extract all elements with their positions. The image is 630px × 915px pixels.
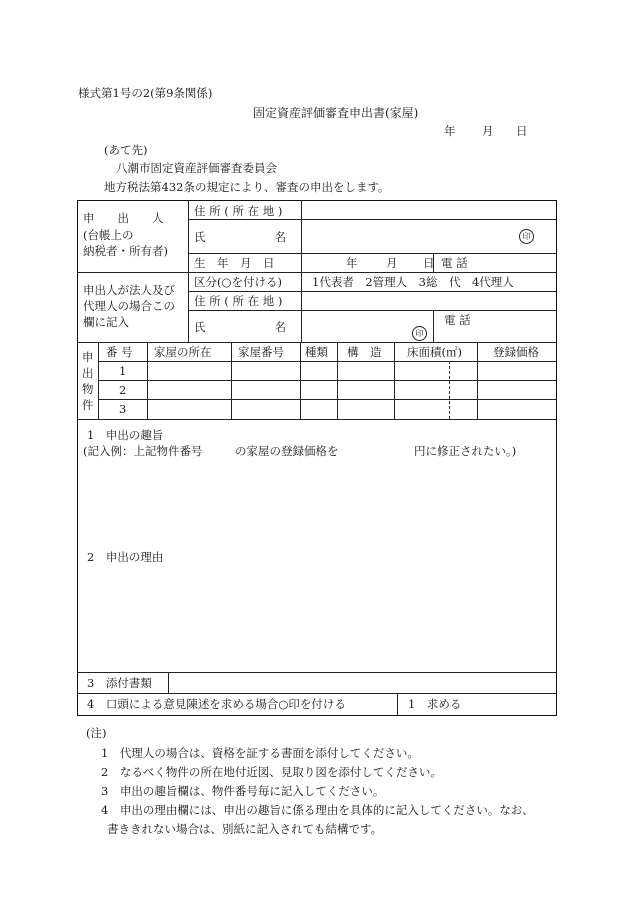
hearing-divider	[397, 693, 398, 715]
row-divider	[188, 219, 556, 220]
applicant-name-label: 氏 名	[194, 230, 286, 244]
row-divider	[77, 693, 557, 694]
property-side-label: 出	[82, 366, 94, 380]
agent-name-label: 氏 名	[194, 320, 286, 334]
phone-divider	[433, 310, 434, 342]
note-continuation: 書ききれない場合は、別紙に記入されても結構です。	[107, 822, 383, 836]
addressee: 八潮市固定資産評価審査委員会	[116, 161, 277, 175]
note-item: 3 申出の趣旨欄は、物件番号毎に記入してください。	[101, 784, 385, 798]
header-floor-area: 床面積(㎡)	[407, 345, 462, 359]
table-border-top	[77, 200, 557, 201]
table-border-bottom	[77, 342, 557, 343]
label-column-divider	[188, 200, 189, 342]
header-registered-value: 登録価格	[493, 345, 539, 359]
agent-phone-label: 電 話	[444, 313, 471, 327]
purpose-example-prefix: (記入例：上記物件番号	[83, 444, 203, 458]
row-divider	[98, 361, 556, 362]
property-side-label: 件	[82, 398, 94, 412]
agent-address-label: 住 所 ( 所 在 地 )	[194, 294, 283, 308]
intro-text: 地方税法第432条の規定により、審査の申出をします。	[104, 180, 390, 194]
attachments-divider	[168, 672, 169, 693]
header-number: 番 号	[106, 345, 133, 359]
row-number: 2	[119, 383, 127, 397]
table-border-bottom	[77, 715, 557, 716]
row-divider	[188, 291, 556, 292]
hearing-heading: 4 口頭による意見陳述を求める場合○印を付ける	[87, 697, 346, 711]
hearing-option: 1 求める	[408, 697, 462, 711]
area-decimal-divider	[449, 361, 450, 419]
seal-icon: 印	[519, 229, 534, 244]
purpose-heading: 1 申出の趣旨	[87, 428, 164, 442]
field-column-divider	[301, 200, 302, 342]
purpose-example-suffix: 円に修正されたい。)	[414, 444, 517, 458]
applicant-label: 申 出 人	[83, 211, 164, 225]
addressee-label: (あて先)	[104, 143, 148, 157]
note-item: 1 代理人の場合は、資格を証する書面を添付してください。	[101, 746, 419, 760]
purpose-example-mid: の家屋の登録価格を	[235, 444, 339, 458]
agent-label-sub: 欄に記入	[83, 315, 129, 329]
row-divider	[98, 399, 556, 400]
property-side-label: 物	[82, 382, 94, 396]
row-number: 3	[119, 402, 127, 416]
table-border-left	[77, 200, 78, 342]
property-side-label: 申	[82, 350, 94, 364]
row-number: 1	[119, 364, 127, 378]
agent-category-options: 1代表者 2管理人 3総 代 4代理人	[312, 275, 514, 289]
page-title: 固定資産評価審査申出書(家屋)	[253, 106, 419, 120]
header-type: 種類	[305, 345, 328, 359]
header-house-number: 家屋番号	[238, 345, 284, 359]
date-month: 月	[482, 124, 494, 138]
applicant-address-label: 住 所 ( 所 在 地 )	[194, 204, 283, 218]
header-structure: 構 造	[347, 345, 382, 359]
note-item: 4 申出の理由欄には、申出の趣旨に係る理由を具体的に記入してください。なお、	[101, 803, 534, 817]
birth-day: 日	[423, 256, 435, 270]
row-divider	[98, 380, 556, 381]
date-day: 日	[516, 124, 528, 138]
row-divider	[77, 672, 557, 673]
section-divider	[77, 272, 557, 273]
table-border-right	[556, 200, 557, 342]
applicant-label-sub: 納税者・所有者)	[83, 244, 168, 258]
form-number: 様式第1号の2(第9条関係)	[78, 86, 213, 100]
table-border-left	[77, 342, 78, 419]
agent-label-sub: 代理人の場合この	[83, 299, 175, 313]
table-border-right	[556, 342, 557, 419]
birth-year: 年	[346, 256, 358, 270]
row-divider	[188, 310, 556, 311]
applicant-birth-label: 生 年 月 日	[194, 256, 275, 270]
reason-heading: 2 申出の理由	[87, 550, 164, 564]
notes-label: (注)	[86, 726, 107, 740]
date-year: 年	[444, 124, 456, 138]
seal-icon: 印	[412, 326, 427, 341]
row-divider	[188, 253, 556, 254]
agent-label: 申出人が法人及び	[83, 283, 175, 297]
table-border-bottom	[77, 419, 557, 420]
header-location: 家屋の所在	[154, 345, 212, 359]
birth-month: 月	[386, 256, 398, 270]
applicant-label-sub: (台帳上の	[83, 228, 134, 242]
attachments-heading: 3 添付書類	[87, 676, 152, 690]
applicant-phone-label: 電 話	[441, 256, 468, 270]
agent-category-label: 区分(○を付ける)	[194, 275, 283, 289]
note-item: 2 なるべく物件の所在地付近図、見取り図を添付してください。	[101, 765, 442, 779]
